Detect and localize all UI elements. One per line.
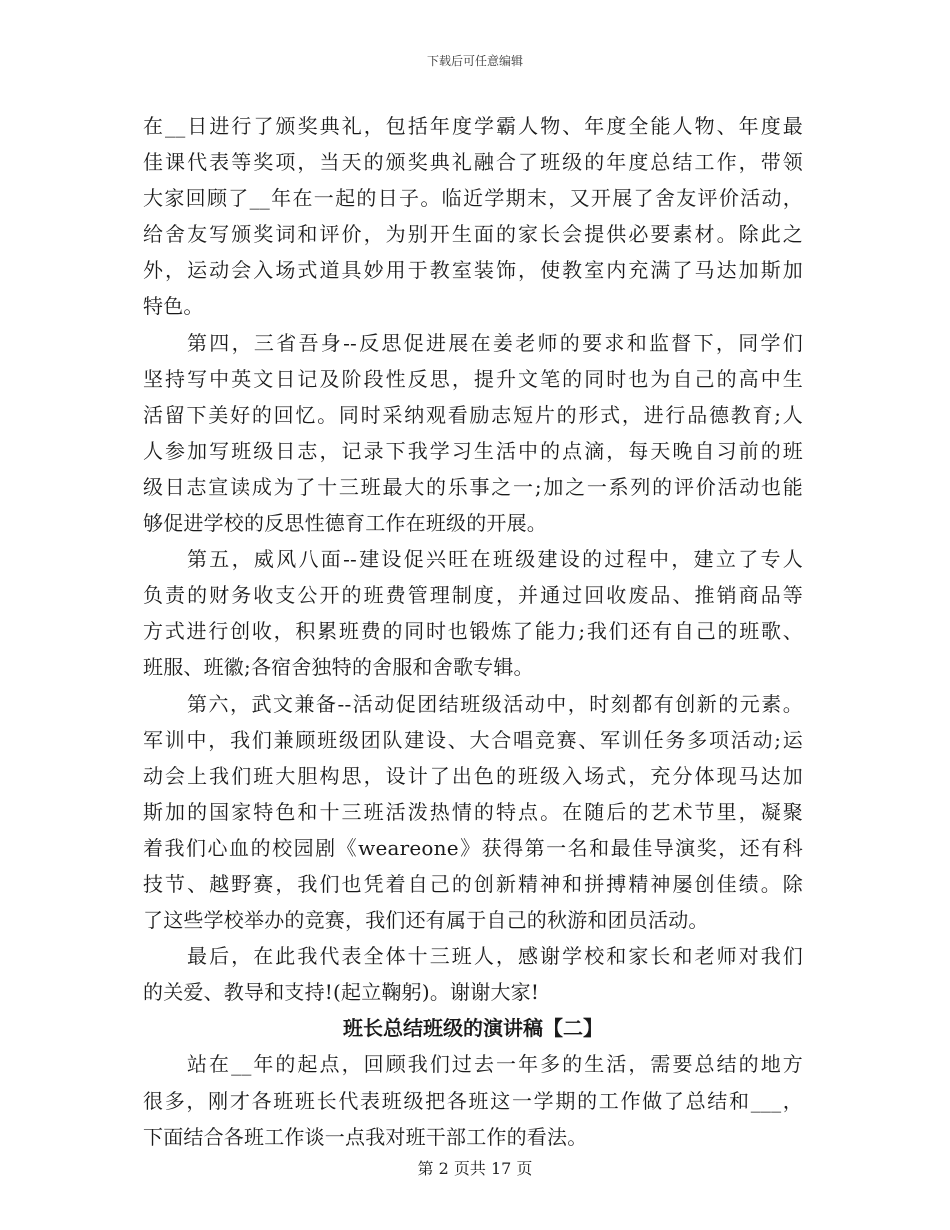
text-line: 给舍友写颁奖词和评价，为别开生面的家长会提供必要素材。除此之 xyxy=(143,222,803,247)
text-line: 第四，三省吾身--反思促进展在姜老师的要求和监督下，同学们 xyxy=(187,330,803,355)
text-line: 活留下美好的回忆。同时采纳观看励志短片的形式，进行品德教育;人 xyxy=(143,402,803,427)
paragraph xyxy=(143,938,803,1010)
paragraph xyxy=(143,108,803,325)
text-line: 技节、越野赛，我们也凭着自己的创新精神和拼搏精神屡创佳绩。除 xyxy=(143,871,803,896)
section-title: 班长总结班级的演讲稿【二】 xyxy=(343,1016,603,1041)
text-line: 班服、班徽;各宿舍独特的舍服和舍歌专辑。 xyxy=(143,655,534,680)
text-line: 斯加的国家特色和十三班活泼热情的特点。在随后的艺术节里，凝聚 xyxy=(143,799,803,824)
text-line: 最后，在此我代表全体十三班人，感谢学校和家长和老师对我们 xyxy=(187,944,803,969)
text-line: 方式进行创收，积累班费的同时也锻炼了能力;我们还有自己的班歌、 xyxy=(143,619,803,644)
text-line: 人参加写班级日志，记录下我学习生活中的点滴，每天晚自习前的班 xyxy=(143,438,803,463)
text-line: 第五，威风八面--建设促兴旺在班级建设的过程中，建立了专人 xyxy=(187,547,803,572)
paragraph xyxy=(143,541,803,685)
text-line: 佳课代表等奖项，当天的颁奖典礼融合了班级的年度总结工作，带领 xyxy=(143,150,803,175)
text-line: 级日志宣读成为了十三班最大的乐事之一;加之一系列的评价活动也能 xyxy=(143,474,803,499)
text-line: 很多，刚才各班班长代表班级把各班这一学期的工作做了总结和___， xyxy=(143,1088,803,1113)
text-line: 第六，武文兼备--活动促团结班级活动中，时刻都有创新的元素。 xyxy=(187,691,803,716)
page-header: 下载后可任意编辑 xyxy=(426,54,523,68)
text-line: 负责的财务收支公开的班费管理制度，并通过回收废品、推销商品等 xyxy=(143,583,803,608)
text-line: 够促进学校的反思性德育工作在班级的开展。 xyxy=(143,511,547,536)
text-line: 特色。 xyxy=(143,294,204,319)
text-line: 着我们心血的校园剧《weareone》获得第一名和最佳导演奖，还有科 xyxy=(143,835,803,860)
text-line: 站在__年的起点，回顾我们过去一年多的生活，需要总结的地方 xyxy=(187,1052,803,1077)
text-line: 动会上我们班大胆构思，设计了出色的班级入场式，充分体现马达加 xyxy=(143,763,803,788)
document-body xyxy=(143,108,803,1155)
text-line: 军训中，我们兼顾班级团队建设、大合唱竞赛、军训任务多项活动;运 xyxy=(143,727,803,752)
paragraph xyxy=(143,1046,803,1154)
text-line: 了这些学校举办的竞赛，我们还有属于自己的秋游和团员活动。 xyxy=(143,908,709,933)
body-part-1 xyxy=(143,108,803,1010)
text-line: 的关爱、教导和支持!(起立鞠躬)。谢谢大家! xyxy=(143,980,540,1005)
body-part-2 xyxy=(143,1046,803,1154)
text-line: 在__日进行了颁奖典礼，包括年度学霸人物、年度全能人物、年度最 xyxy=(143,114,803,138)
text-line: 坚持写中英文日记及阶段性反思，提升文笔的同时也为自己的高中生 xyxy=(143,366,803,391)
page-footer: 第 2 页共 17 页 xyxy=(417,1159,533,1178)
paragraph xyxy=(143,686,803,939)
paragraph xyxy=(143,325,803,542)
text-line: 下面结合各班工作谈一点我对班干部工作的看法。 xyxy=(143,1124,588,1149)
text-line: 大家回顾了__年在一起的日子。临近学期末，又开展了舍友评价活动， xyxy=(143,186,803,211)
text-line: 外，运动会入场式道具妙用于教室装饰，使教室内充满了马达加斯加 xyxy=(143,258,803,283)
